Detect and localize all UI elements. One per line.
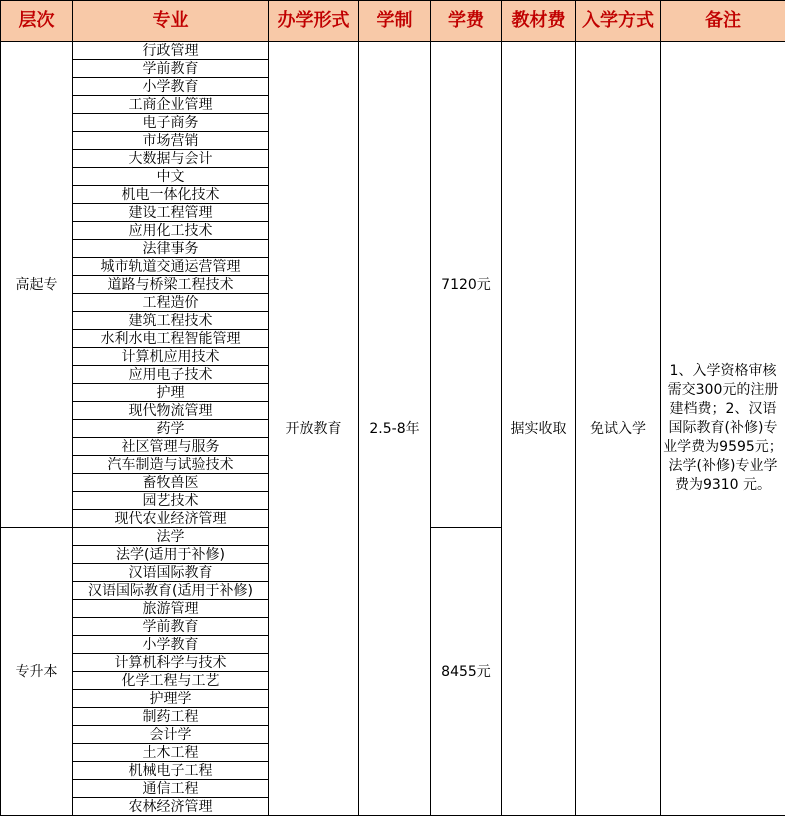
major-cell: 小学教育: [73, 636, 269, 654]
major-cell: 护理学: [73, 690, 269, 708]
header-row: [1, 1, 785, 42]
major-cell: 社区管理与服务: [73, 438, 269, 456]
header-remarks: 备注: [661, 1, 785, 42]
major-cell: 法学: [73, 528, 269, 546]
tuition-cell: 8455元: [431, 528, 502, 816]
major-cell: 机电一体化技术: [73, 186, 269, 204]
mode-cell: 开放教育: [269, 42, 359, 816]
major-cell: 水利水电工程智能管理: [73, 330, 269, 348]
major-cell: 土木工程: [73, 744, 269, 762]
major-cell: 法学(适用于补修): [73, 546, 269, 564]
major-cell: 农林经济管理: [73, 798, 269, 816]
major-cell: 通信工程: [73, 780, 269, 798]
header-textbook: 教材费: [502, 1, 576, 42]
major-cell: 学前教育: [73, 618, 269, 636]
table-row: [1, 42, 785, 60]
major-cell: 计算机应用技术: [73, 348, 269, 366]
tuition-cell: 7120元: [431, 42, 502, 528]
major-cell: 中文: [73, 168, 269, 186]
major-cell: 旅游管理: [73, 600, 269, 618]
major-cell: 机械电子工程: [73, 762, 269, 780]
level-cell: 高起专: [1, 42, 73, 528]
major-cell: 法律事务: [73, 240, 269, 258]
header-major: 专业: [73, 1, 269, 42]
major-cell: 计算机科学与技术: [73, 654, 269, 672]
table-body: [1, 42, 785, 816]
major-cell: 园艺技术: [73, 492, 269, 510]
major-cell: 护理: [73, 384, 269, 402]
admission-cell: 免试入学: [576, 42, 661, 816]
major-cell: 现代物流管理: [73, 402, 269, 420]
major-cell: 化学工程与工艺: [73, 672, 269, 690]
major-cell: 市场营销: [73, 132, 269, 150]
major-cell: 汉语国际教育: [73, 564, 269, 582]
major-cell: 应用化工技术: [73, 222, 269, 240]
major-cell: 建设工程管理: [73, 204, 269, 222]
header-tuition: 学费: [431, 1, 502, 42]
major-cell: 工商企业管理: [73, 96, 269, 114]
major-cell: 行政管理: [73, 42, 269, 60]
major-cell: 会计学: [73, 726, 269, 744]
major-cell: 电子商务: [73, 114, 269, 132]
major-cell: 制药工程: [73, 708, 269, 726]
major-cell: 工程造价: [73, 294, 269, 312]
header-level: 层次: [1, 1, 73, 42]
major-cell: 现代农业经济管理: [73, 510, 269, 528]
major-cell: 畜牧兽医: [73, 474, 269, 492]
major-cell: 小学教育: [73, 78, 269, 96]
header-admission: 入学方式: [576, 1, 661, 42]
major-cell: 大数据与会计: [73, 150, 269, 168]
major-cell: 汽车制造与试验技术: [73, 456, 269, 474]
major-cell: 药学: [73, 420, 269, 438]
level-cell: 专升本: [1, 528, 73, 816]
remarks-cell: 1、入学资格审核需交300元的注册建档费；2、汉语国际教育(补修)专业学费为9595元；法学(补修)专业学费为9310 元。: [661, 42, 785, 816]
major-cell: 城市轨道交通运营管理: [73, 258, 269, 276]
major-cell: 道路与桥梁工程技术: [73, 276, 269, 294]
header-duration: 学制: [359, 1, 431, 42]
major-cell: 应用电子技术: [73, 366, 269, 384]
major-cell: 汉语国际教育(适用于补修): [73, 582, 269, 600]
duration-cell: 2.5-8年: [359, 42, 431, 816]
major-cell: 学前教育: [73, 60, 269, 78]
major-cell: 建筑工程技术: [73, 312, 269, 330]
textbook-cell: 据实收取: [502, 42, 576, 816]
header-mode: 办学形式: [269, 1, 359, 42]
